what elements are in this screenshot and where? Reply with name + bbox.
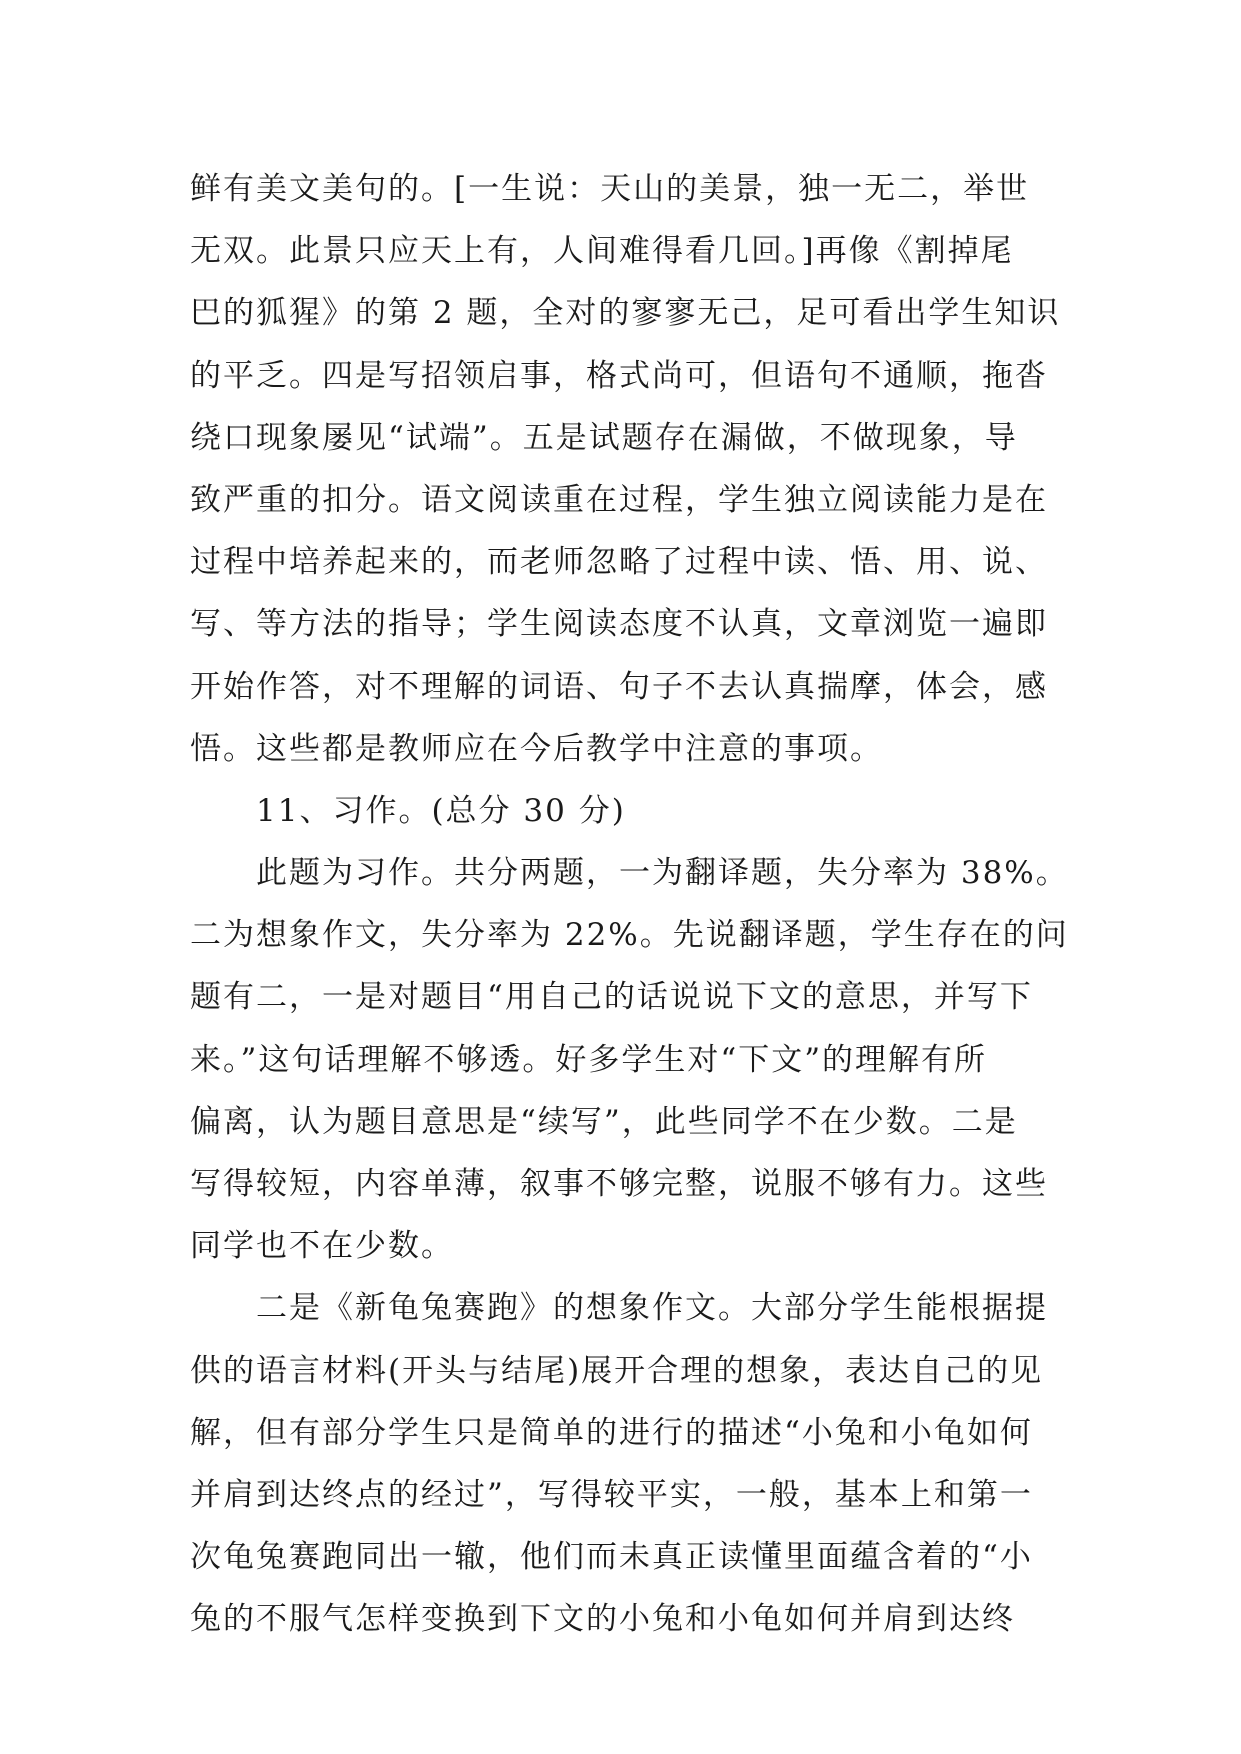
text-line: 的平乏。四是写招领启事，格式尚可，但语句不通顺，拖沓 bbox=[190, 357, 1048, 394]
text-line: 巴的狐猩》的第 2 题，全对的寥寥无己，足可看出学生知识 bbox=[190, 295, 1061, 332]
text-line: 鲜有美文美句的。[一生说：天山的美景，独一无二，举世 bbox=[190, 171, 1030, 207]
text-line: 来。”这句话理解不够透。好多学生对“下文”的理解有所 bbox=[190, 1041, 988, 1078]
text-line: 并肩到达终点的经过”，写得较平实，一般，基本上和第一 bbox=[190, 1476, 1033, 1513]
text-line: 二为想象作文，失分率为 22%。先说翻译题，学生存在的问 bbox=[190, 917, 1069, 954]
text-line: 悟。这些都是教师应在今后教学中注意的事项。 bbox=[190, 730, 883, 767]
text-line: 写得较短，内容单薄，叙事不够完整，说服不够有力。这些 bbox=[190, 1166, 1048, 1202]
text-line: 解，但有部分学生只是简单的进行的描述“小兔和小龟如何 bbox=[190, 1414, 1033, 1451]
text-line: 过程中培养起来的，而老师忽略了过程中读、悟、用、说、 bbox=[190, 544, 1048, 581]
document-body bbox=[190, 158, 1070, 1651]
text-line: 开始作答，对不理解的词语、句子不去认真揣摩，体会，感 bbox=[190, 668, 1048, 705]
text-line: 致严重的扣分。语文阅读重在过程，学生独立阅读能力是在 bbox=[190, 481, 1048, 518]
text-line: 11、习作。(总分 30 分) bbox=[256, 792, 626, 829]
text-line: 二是《新龟兔赛跑》的想象作文。大部分学生能根据提 bbox=[256, 1290, 1048, 1327]
text-line: 供的语言材料(开头与结尾)展开合理的想象，表达自己的见 bbox=[190, 1352, 1044, 1389]
text-line: 题有二，一是对题目“用自己的话说说下文的意思，并写下 bbox=[190, 979, 1033, 1016]
text-line: 偏离，认为题目意思是“续写”，此些同学不在少数。二是 bbox=[190, 1103, 1018, 1140]
text-line: 绕口现象屡见“试端”。五是试题存在漏做，不做现象，导 bbox=[190, 419, 1018, 456]
text-line: 此题为习作。共分两题，一为翻译题，失分率为 38%。 bbox=[256, 855, 1069, 892]
text-line: 同学也不在少数。 bbox=[190, 1228, 454, 1265]
text-line: 写、等方法的指导；学生阅读态度不认真，文章浏览一遍即 bbox=[190, 606, 1048, 643]
text-line: 次龟兔赛跑同出一辙，他们而未真正读懂里面蕴含着的“小 bbox=[190, 1539, 1033, 1576]
text-line: 无双。此景只应天上有，人间难得看几回。]再像《割掉尾 bbox=[190, 233, 1014, 270]
text-line: 兔的不服气怎样变换到下文的小兔和小龟如何并肩到达终 bbox=[190, 1601, 1015, 1638]
